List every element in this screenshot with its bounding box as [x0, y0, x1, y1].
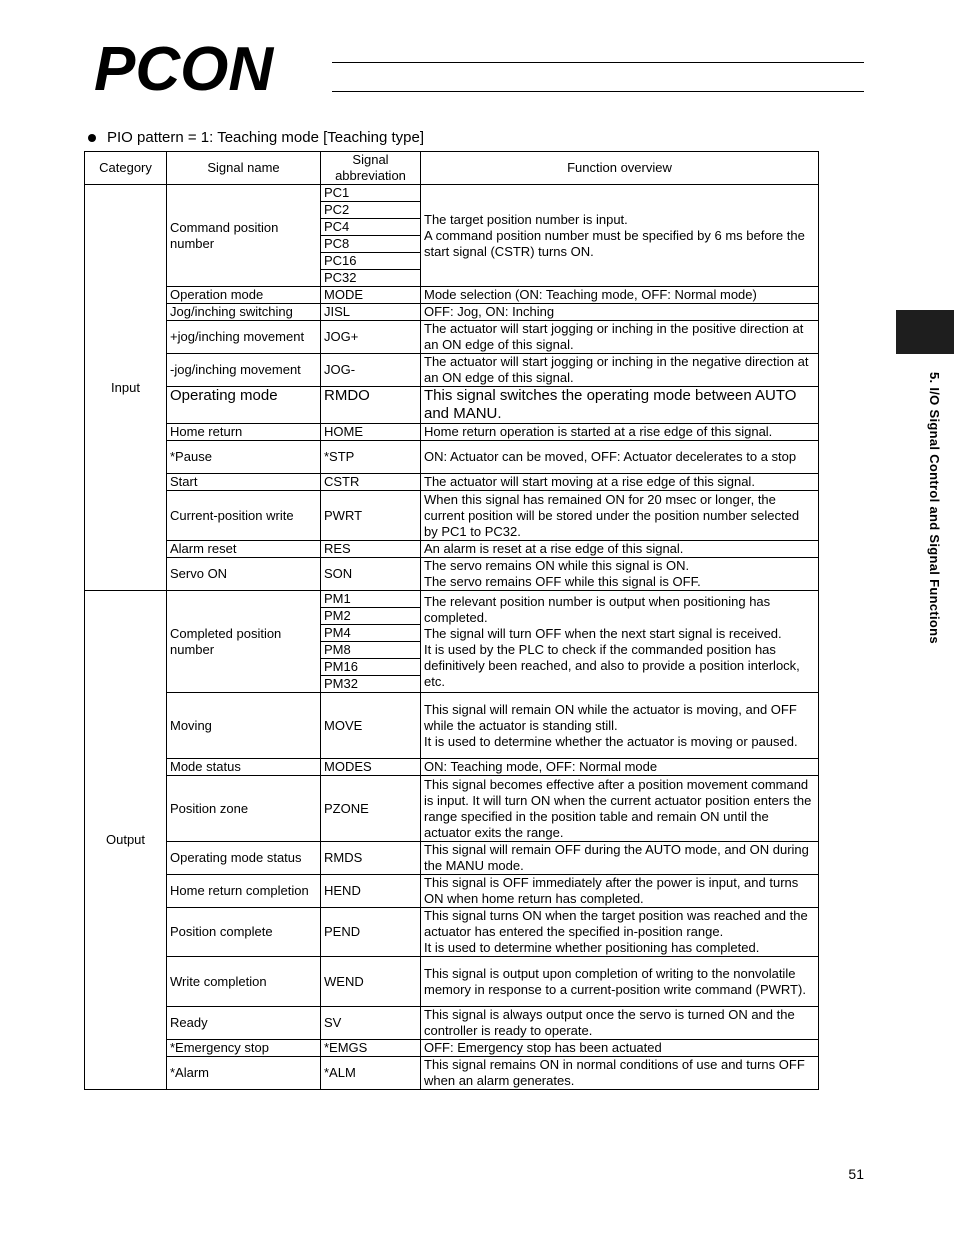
function-text: The relevant position number is output when positioning has completed. The signal will turn OFF when the next start signal is received. It is used by the PLC to check if the commanded position has definitively been reached, and also to provide a position interlock, etc.: [421, 591, 819, 693]
function-text: The target position number is input. A command position number must be specified by 6 ms before the start signal (CSTR) turns ON.: [421, 185, 819, 287]
table-row: [85, 441, 819, 474]
signal-table: [84, 151, 819, 1090]
signal-abbr: PM8: [321, 642, 421, 659]
signal-abbr: RMDS: [321, 842, 421, 875]
function-text: The actuator will start moving at a rise edge of this signal.: [421, 474, 819, 491]
signal-abbr: PM16: [321, 659, 421, 676]
side-tab-label: 5. I/O Signal Control and Signal Functions: [927, 372, 942, 644]
signal-name: -jog/inching movement: [167, 354, 321, 387]
header-signal-name: Signal name: [167, 152, 321, 185]
table-row: [85, 908, 819, 957]
function-text: This signal remains ON in normal conditions of use and turns OFF when an alarm generates.: [421, 1057, 819, 1090]
function-text: This signal will remain ON while the actuator is moving, and OFF while the actuator is standing still. It is used to determine whether the actuator is moving or paused.: [421, 693, 819, 759]
signal-abbr: RES: [321, 541, 421, 558]
signal-abbr: PEND: [321, 908, 421, 957]
table-row: [85, 842, 819, 875]
signal-name: Moving: [167, 693, 321, 759]
signal-abbr: *STP: [321, 441, 421, 474]
signal-abbr: JOG-: [321, 354, 421, 387]
signal-abbr: PM1: [321, 591, 421, 608]
signal-name: Home return completion: [167, 875, 321, 908]
signal-abbr: SON: [321, 558, 421, 591]
signal-name: Command position number: [167, 185, 321, 287]
header-function: Function overview: [421, 152, 819, 185]
signal-abbr: JOG+: [321, 321, 421, 354]
category-output: Output: [85, 591, 167, 1090]
svg-text:PCON: PCON: [94, 40, 274, 96]
signal-abbr: WEND: [321, 957, 421, 1007]
signal-name: *Alarm: [167, 1057, 321, 1090]
signal-abbr: PC16: [321, 253, 421, 270]
table-row: [85, 424, 819, 441]
signal-name: Operating mode: [167, 387, 321, 424]
signal-abbr: PC8: [321, 236, 421, 253]
signal-name: Position complete: [167, 908, 321, 957]
signal-abbr: PC2: [321, 202, 421, 219]
signal-abbr: PC4: [321, 219, 421, 236]
function-text: This signal is OFF immediately after the power is input, and turns ON when home return has completed.: [421, 875, 819, 908]
signal-abbr: RMDO: [321, 387, 421, 424]
signal-name: Jog/inching switching: [167, 304, 321, 321]
signal-abbr: PZONE: [321, 776, 421, 842]
signal-name: Operating mode status: [167, 842, 321, 875]
function-text: ON: Teaching mode, OFF: Normal mode: [421, 759, 819, 776]
header-rule-top: [332, 62, 864, 63]
signal-name: Position zone: [167, 776, 321, 842]
function-text: The actuator will start jogging or inching in the positive direction at an ON edge of this signal.: [421, 321, 819, 354]
signal-name: Ready: [167, 1007, 321, 1040]
signal-abbr: PC1: [321, 185, 421, 202]
table-row: [85, 759, 819, 776]
signal-name: Completed position number: [167, 591, 321, 693]
table-row: [85, 558, 819, 591]
table-row: [85, 1040, 819, 1057]
table-row: [85, 304, 819, 321]
signal-name: Home return: [167, 424, 321, 441]
signal-abbr: PM2: [321, 608, 421, 625]
signal-abbr: PC32: [321, 270, 421, 287]
signal-name: Write completion: [167, 957, 321, 1007]
signal-abbr: *ALM: [321, 1057, 421, 1090]
table-row: [85, 1057, 819, 1090]
table-header-row: [85, 152, 819, 185]
table-row: [85, 591, 819, 608]
table-row: [85, 287, 819, 304]
table-row: [85, 321, 819, 354]
function-text: Home return operation is started at a rise edge of this signal.: [421, 424, 819, 441]
signal-name: Start: [167, 474, 321, 491]
signal-abbr: CSTR: [321, 474, 421, 491]
function-text: This signal switches the operating mode between AUTO and MANU.: [421, 387, 819, 424]
function-text: ON: Actuator can be moved, OFF: Actuator decelerates to a stop: [421, 441, 819, 474]
header-category: Category: [85, 152, 167, 185]
table-row: [85, 776, 819, 842]
signal-abbr: PM4: [321, 625, 421, 642]
signal-name: *Emergency stop: [167, 1040, 321, 1057]
signal-name: Operation mode: [167, 287, 321, 304]
table-row: [85, 354, 819, 387]
table-row: [85, 875, 819, 908]
function-text: The servo remains ON while this signal is ON. The servo remains OFF while this signal is OFF.: [421, 558, 819, 591]
pcon-logo: [94, 40, 334, 96]
signal-abbr: PWRT: [321, 491, 421, 541]
function-text: This signal becomes effective after a position movement command is input. It will turn ON when the current actuator position enters the range specified in the position table and remain ON until the actuator exits the range.: [421, 776, 819, 842]
signal-abbr: SV: [321, 1007, 421, 1040]
table-row: [85, 185, 819, 202]
signal-abbr: MODES: [321, 759, 421, 776]
function-text: Mode selection (ON: Teaching mode, OFF: Normal mode): [421, 287, 819, 304]
function-text: This signal is output upon completion of writing to the nonvolatile memory in response to a current-position write command (PWRT).: [421, 957, 819, 1007]
signal-name: +jog/inching movement: [167, 321, 321, 354]
table-row: [85, 693, 819, 759]
table-row: [85, 957, 819, 1007]
table-row: [85, 541, 819, 558]
page-number: 51: [848, 1166, 864, 1182]
table-row: [85, 387, 819, 424]
function-text: This signal will remain OFF during the AUTO mode, and ON during the MANU mode.: [421, 842, 819, 875]
function-text: An alarm is reset at a rise edge of this signal.: [421, 541, 819, 558]
signal-abbr: MOVE: [321, 693, 421, 759]
category-input: Input: [85, 185, 167, 591]
signal-abbr: HOME: [321, 424, 421, 441]
function-text: This signal is always output once the servo is turned ON and the controller is ready to operate.: [421, 1007, 819, 1040]
function-text: When this signal has remained ON for 20 msec or longer, the current position will be stored under the position number selected by PC1 to PC32.: [421, 491, 819, 541]
header-rule-bottom: [332, 91, 864, 92]
signal-name: *Pause: [167, 441, 321, 474]
section-heading-text: PIO pattern = 1: Teaching mode [Teaching type]: [107, 129, 425, 146]
signal-abbr: JISL: [321, 304, 421, 321]
table-row: [85, 474, 819, 491]
signal-abbr: HEND: [321, 875, 421, 908]
signal-abbr: PM32: [321, 676, 421, 693]
header-signal-abbr: Signal abbreviation: [321, 152, 421, 185]
signal-name: Alarm reset: [167, 541, 321, 558]
function-text: OFF: Emergency stop has been actuated: [421, 1040, 819, 1057]
function-text: The actuator will start jogging or inching in the negative direction at an ON edge of this signal.: [421, 354, 819, 387]
function-text: This signal turns ON when the target position was reached and the actuator has entered the specified in-position range. It is used to determine whether positioning has completed.: [421, 908, 819, 957]
bullet-icon: [88, 134, 96, 142]
signal-name: Current-position write: [167, 491, 321, 541]
table-row: [85, 491, 819, 541]
signal-abbr: *EMGS: [321, 1040, 421, 1057]
table-row: [85, 1007, 819, 1040]
signal-abbr: MODE: [321, 287, 421, 304]
section-heading: [88, 129, 424, 146]
signal-name: Mode status: [167, 759, 321, 776]
side-tab-marker: [896, 310, 954, 354]
function-text: OFF: Jog, ON: Inching: [421, 304, 819, 321]
signal-name: Servo ON: [167, 558, 321, 591]
